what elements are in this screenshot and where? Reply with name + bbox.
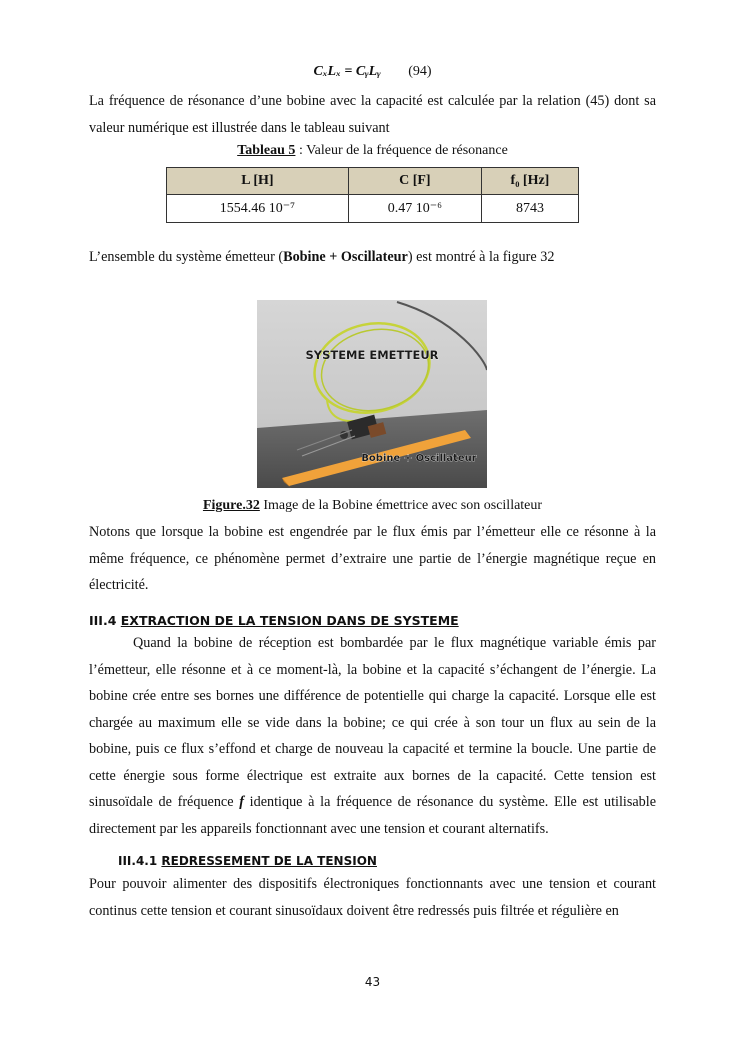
figure-caption-label: Figure.32 <box>202 498 260 513</box>
paragraph-system <box>89 244 656 271</box>
cell-capacitance: 0.47 10⁻⁶ <box>348 195 481 223</box>
section-number: III.4 <box>89 613 121 628</box>
table-caption-text: : Valeur de la fréquence de résonance <box>295 143 508 158</box>
resonance-table <box>166 167 579 223</box>
section-title: EXTRACTION DE LA TENSION DANS DE SYSTEME <box>120 613 459 628</box>
header-frequency: f₀ [Hz] <box>481 168 578 195</box>
subsection-title: REDRESSEMENT DE LA TENSION <box>161 854 377 868</box>
header-capacitance: C [F] <box>348 168 481 195</box>
frequency-symbol: f <box>239 794 244 810</box>
equation-94 <box>0 64 745 80</box>
equation-number: (94) <box>408 64 432 79</box>
photo-label-top: SYSTEME EMETTEUR <box>305 348 439 362</box>
photo-label-bottom: Bobine + Oscillateur <box>361 453 477 464</box>
emitter-photo <box>257 300 487 488</box>
page-number: 43 <box>364 975 381 989</box>
table-header-row <box>167 168 579 195</box>
paragraph-resonance: Notons que lorsque la bobine est engendrée par le flux émis par l’émetteur elle ce résonne à la même fréquence, ce phénomène permet d’extraire une partie de l’énergie magnétique reçue en électricité. <box>89 524 656 593</box>
paragraph-intro: La fréquence de résonance d’une bobine avec la capacité est calculée par la relation (45) dont sa valeur numérique est illustrée dans le tableau suivant <box>89 93 656 136</box>
subsection-number: III.4.1 <box>118 854 162 868</box>
table-caption-label: Tableau 5 <box>237 143 296 158</box>
table-caption <box>0 143 745 159</box>
paragraph-system-before: L’ensemble du système émetteur ( <box>89 249 284 265</box>
figure-caption-text: Image de la Bobine émettrice avec son oscillateur <box>259 498 543 513</box>
section-heading <box>89 613 459 628</box>
paragraph-system-after: ) est montré à la figure 32 <box>407 249 555 265</box>
table-row <box>167 195 579 223</box>
cell-inductance: 1554.46 10⁻⁷ <box>167 195 349 223</box>
paragraph-extraction-after: identique à la fréquence de résonance du système. Elle est utilisable directement par les appareils fonctionnant avec une tension et courant alternatifs. <box>89 794 656 837</box>
paragraph-extraction <box>89 630 656 842</box>
paragraph-extraction-before: Quand la bobine de réception est bombardée par le flux magnétique variable émis par l’émetteur, elle résonne et à ce moment-là, la bobine et la capacité s’échangent de l’énergie. La bobine crée entre ses bornes une différence de potentielle qui charge la capacité. Lorsque elle est chargée au maximum elle se vide dans la bobine; ce qui crée à son tour un flux au sein de la bobine, puis ce flux s’effond et charge de nouveau la capacité et termine la boucle. Une partie de cette énergie sous forme électrique est extraite aux bornes de la capacité. Cette tension est sinusoïdale de fréquence <box>89 635 656 810</box>
header-inductance: L [H] <box>167 168 349 195</box>
equation-formula: CₓLₓ = CᵧLᵧ <box>313 64 381 79</box>
cell-frequency: 8743 <box>481 195 578 223</box>
paragraph-system-bold: Bobine + Oscillateur <box>283 249 408 265</box>
subsection-heading <box>118 854 377 868</box>
paragraph-rectification: Pour pouvoir alimenter des dispositifs électroniques fonctionnants avec une tension et courant continus cette tension et courant sinusoïdaux doivent être redressés puis filtrée et régulière en <box>89 876 656 919</box>
figure-caption <box>0 498 745 514</box>
